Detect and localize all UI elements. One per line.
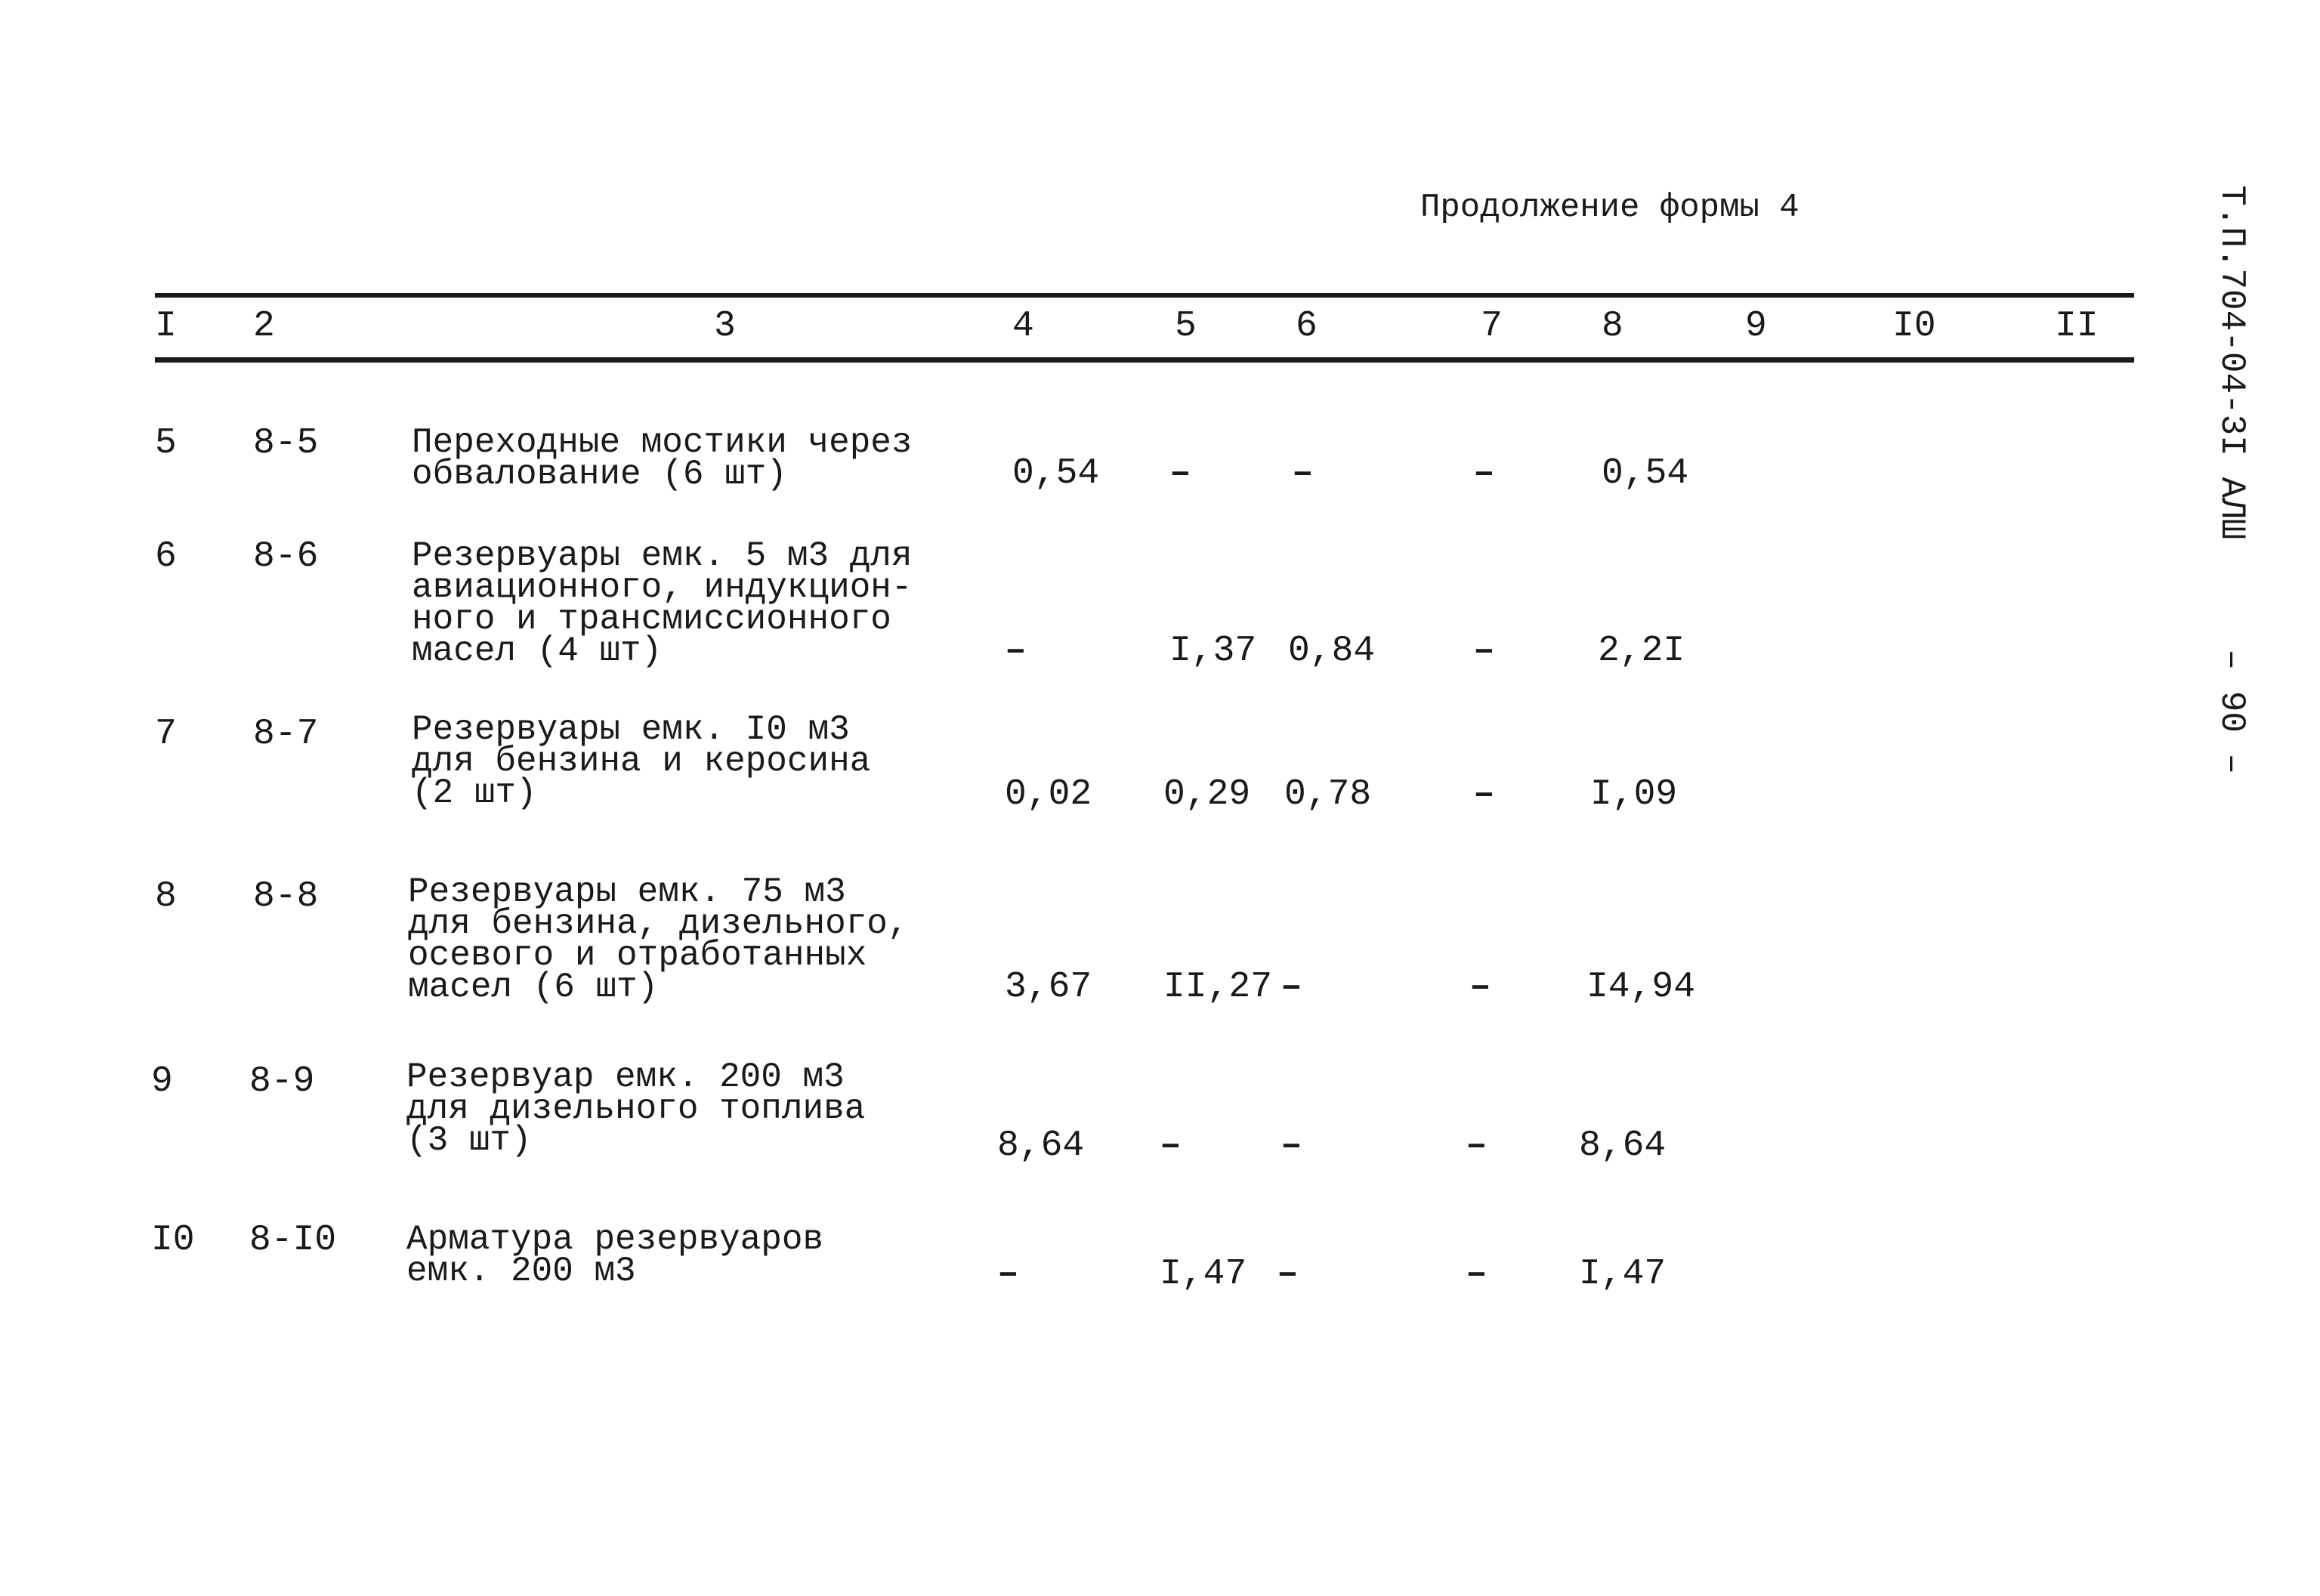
row-code: 8-5: [253, 423, 319, 464]
description-line: Арматура резервуаров: [406, 1220, 824, 1259]
column-header-7: 7: [1481, 306, 1503, 347]
description-line: авиационного, индукцион-: [412, 568, 913, 607]
page-number: – 90 –: [2212, 649, 2251, 775]
cell-col5: –: [1160, 1125, 1182, 1166]
cell-col7: –: [1473, 774, 1495, 815]
description-line: ного и трансмиссионного: [412, 600, 891, 639]
cell-col8: I,09: [1590, 774, 1678, 815]
row-code: 8-7: [253, 714, 319, 755]
document-side-label: [2212, 185, 2251, 774]
cell-col7: –: [1473, 453, 1495, 494]
description-line: для бензина, дизельного,: [408, 904, 909, 943]
row-number: I0: [151, 1220, 195, 1261]
cell-col7: –: [1466, 1254, 1487, 1295]
description-line: обвалование (6 шт): [412, 455, 787, 494]
row-code: 8-6: [253, 536, 319, 577]
description-line: Резервуары емк. 75 м3: [408, 872, 846, 912]
cell-col5: 0,29: [1163, 774, 1251, 815]
column-header-8: 8: [1602, 306, 1623, 347]
cell-col8: 2,2I: [1598, 631, 1685, 671]
column-header-10: I0: [1892, 306, 1936, 347]
row-number: 7: [155, 714, 177, 755]
row-code: 8-I0: [249, 1220, 337, 1261]
cell-col4: 8,64: [997, 1125, 1085, 1166]
column-header-2: 2: [253, 306, 275, 347]
row-description: [412, 536, 913, 671]
form-continuation-heading: Продолжение формы 4: [1420, 189, 1799, 227]
description-line: осевого и отработанных: [408, 936, 867, 975]
cell-col4: –: [1005, 631, 1027, 671]
cell-col6: –: [1292, 453, 1314, 494]
cell-col7: –: [1473, 631, 1495, 671]
row-code: 8-8: [253, 876, 319, 917]
column-header-6: 6: [1296, 306, 1318, 347]
cell-col6: 0,78: [1284, 774, 1372, 815]
description-line: масел (4 шт): [412, 631, 663, 671]
column-header-11: II: [2055, 306, 2099, 347]
column-header-3: 3: [714, 306, 736, 347]
cell-col5: –: [1169, 453, 1191, 494]
row-number: 6: [155, 536, 177, 577]
cell-col6: –: [1280, 967, 1302, 1008]
column-header-5: 5: [1175, 306, 1197, 347]
cell-col4: 3,67: [1005, 967, 1092, 1008]
row-description: [408, 872, 909, 1007]
column-header-1: I: [155, 306, 177, 347]
cell-col5: I,47: [1160, 1254, 1247, 1295]
cell-col5: II,27: [1163, 967, 1273, 1008]
description-line: для дизельного топлива: [406, 1089, 866, 1128]
cell-col4: –: [997, 1254, 1019, 1295]
table-top-rule: [155, 293, 2134, 298]
cell-col5: I,37: [1169, 631, 1257, 671]
cell-col7: –: [1466, 1125, 1487, 1166]
cell-col8: I,47: [1579, 1254, 1667, 1295]
description-line: (3 шт): [406, 1121, 532, 1160]
cell-col4: 0,54: [1012, 453, 1100, 494]
description-line: Резервуар емк. 200 м3: [406, 1057, 845, 1097]
row-number: 8: [155, 876, 177, 917]
cell-col8: 8,64: [1579, 1125, 1667, 1166]
row-description: [406, 1057, 866, 1160]
description-line: Переходные мостики через: [412, 423, 913, 462]
row-description: [412, 710, 871, 813]
description-line: для бензина и керосина: [412, 742, 871, 781]
cell-col6: 0,84: [1288, 631, 1376, 671]
description-line: масел (6 шт): [408, 968, 659, 1007]
description-line: Резервуары емк. I0 м3: [412, 710, 850, 749]
document-code: Т.П.704-04-3I АЛШ: [2212, 185, 2251, 540]
row-description: [406, 1220, 824, 1291]
table-header-rule: [155, 357, 2134, 363]
column-header-4: 4: [1012, 306, 1034, 347]
cell-col6: –: [1277, 1254, 1299, 1295]
description-line: Резервуары емк. 5 м3 для: [412, 536, 913, 576]
description-line: (2 шт): [412, 773, 537, 813]
cell-col4: 0,02: [1005, 774, 1092, 815]
cell-col6: –: [1280, 1125, 1302, 1166]
cell-col8: I4,94: [1586, 967, 1696, 1008]
cell-col8: 0,54: [1602, 453, 1689, 494]
row-number: 5: [155, 423, 177, 464]
description-line: емк. 200 м3: [406, 1252, 636, 1291]
cell-col7: –: [1469, 967, 1491, 1008]
column-header-9: 9: [1745, 306, 1767, 347]
row-number: 9: [151, 1061, 173, 1102]
row-description: [412, 423, 913, 494]
row-code: 8-9: [249, 1061, 315, 1102]
